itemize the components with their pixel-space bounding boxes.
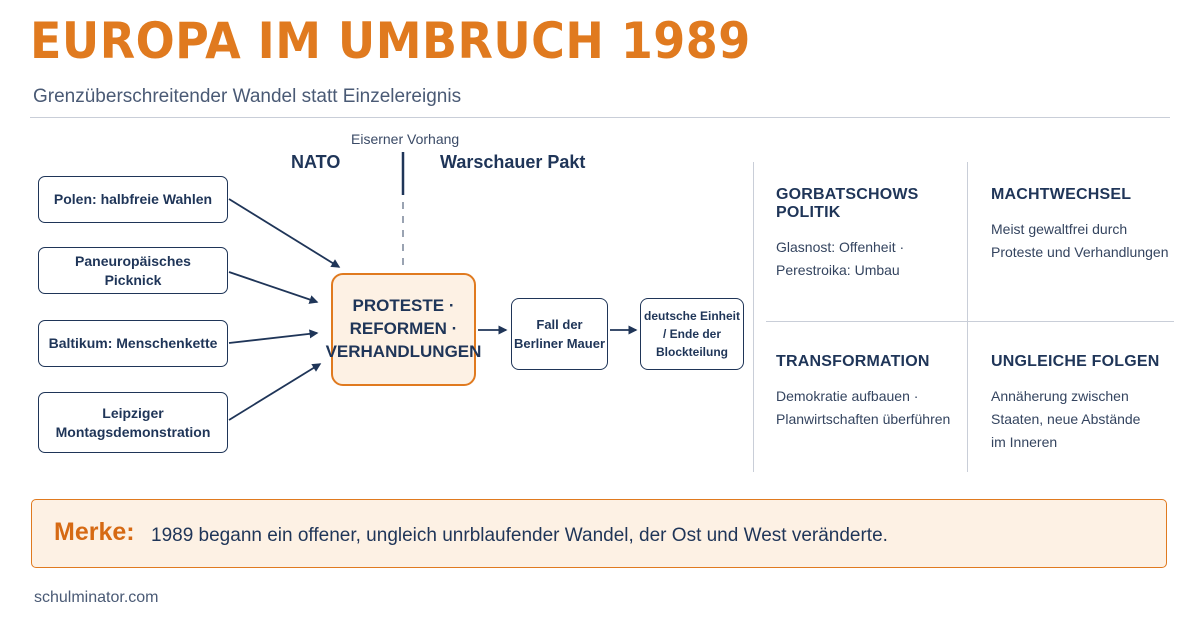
- source-box-polen: Polen: halbfreie Wahlen: [38, 176, 228, 223]
- center-process-box: PROTESTE · REFORMEN · VERHANDLUNGEN: [331, 273, 476, 386]
- nato-label: NATO: [291, 152, 341, 172]
- panel-title: UNGLEICHE FOLGEN: [991, 353, 1160, 370]
- page-subtitle: Grenzüberschreitender Wandel statt Einzelereignis: [33, 86, 462, 107]
- merke-callout: [31, 499, 1167, 568]
- panel-ungleiche-folgen: [991, 353, 1181, 454]
- merke-label: Merke:: [54, 518, 135, 546]
- panel-transformation: [776, 353, 966, 431]
- panel-title: GORBATSCHOWS POLITIK: [776, 186, 919, 221]
- arrow-leipzig: [229, 364, 320, 420]
- source-box-baltikum: Baltikum: Menschenkette: [38, 320, 228, 367]
- arrow-baltikum: [229, 333, 317, 343]
- panel-machtwechsel: [991, 186, 1181, 264]
- warsaw-pact-label: Warschauer Pakt: [440, 152, 586, 172]
- grid-divider-middle: [967, 162, 968, 472]
- arrow-polen: [229, 199, 339, 267]
- fall-of-wall-box: Fall der Berliner Mauer: [511, 298, 608, 370]
- panel-title: MACHTWECHSEL: [991, 186, 1132, 203]
- page-title: EUROPA IM UMBRUCH 1989: [30, 12, 751, 70]
- panel-title: TRANSFORMATION: [776, 353, 930, 370]
- source-box-picknick: Paneuropäisches Picknick: [38, 247, 228, 294]
- grid-divider-horizontal: [766, 321, 1174, 322]
- panel-text: Demokratie aufbauen · Planwirtschaften überführen: [776, 388, 951, 427]
- panel-gorbatschow: [776, 186, 966, 282]
- panel-text: Glasnost: Offenheit · Perestroika: Umbau: [776, 239, 905, 278]
- source-box-leipzig: Leipziger Montagsdemonstration: [38, 392, 228, 453]
- iron-curtain-label: Eiserner Vorhang: [351, 131, 460, 147]
- panel-text: Meist gewaltfrei durch Proteste und Verhandlungen: [991, 221, 1169, 260]
- panel-text: Annäherung zwischen Staaten, neue Abstände im Inneren: [991, 388, 1141, 450]
- merke-text: 1989 begann ein offener, ungleich unrblaufender Wandel, der Ost und West veränderte.: [151, 525, 888, 546]
- grid-divider-left: [753, 162, 754, 472]
- arrow-picknick: [229, 272, 317, 302]
- german-unity-box: deutsche Einheit / Ende der Blockteilung: [640, 298, 744, 370]
- footer-site-name: schulminator.com: [34, 589, 159, 606]
